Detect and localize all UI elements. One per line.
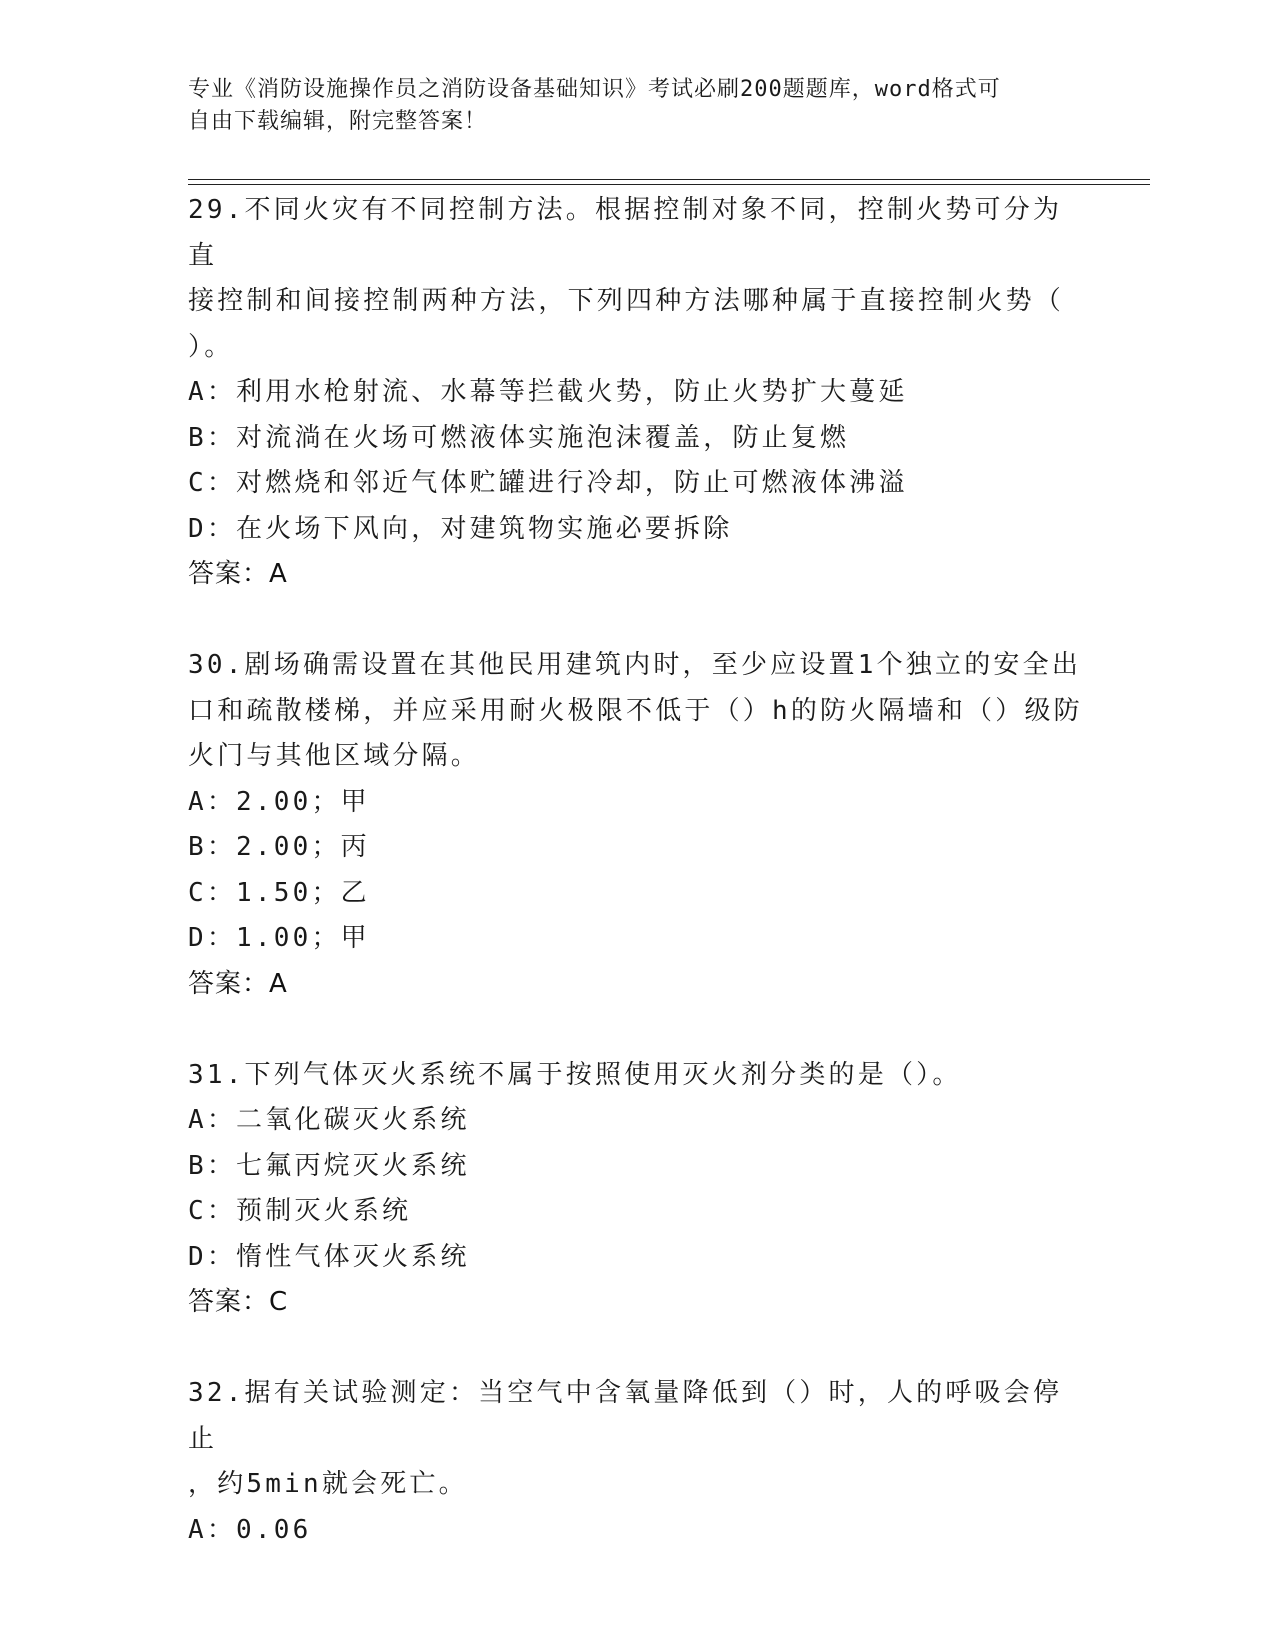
spacer — [188, 598, 1088, 644]
option-a: A：利用水枪射流、水幕等拦截火势，防止火势扩大蔓延 — [188, 377, 908, 407]
question-stem-line: 火门与其他区域分隔。 — [188, 741, 481, 771]
option-a: A：0.06 — [188, 1514, 312, 1545]
header-line-1: 专业《消防设施操作员之消防设备基础知识》考试必刷200题题库，word格式可 — [188, 77, 1001, 102]
option-b: B：2.00；丙 — [188, 832, 370, 862]
answer-line: 答案：C — [188, 1287, 289, 1317]
option-d: D：惰性气体灭火系统 — [188, 1241, 470, 1272]
option-d: D：在火场下风向，对建筑物实施必要拆除 — [188, 513, 733, 544]
option-b: B：对流淌在火场可燃液体实施泡沫覆盖，防止复燃 — [188, 422, 850, 453]
question-stem-line: 口和疏散楼梯，并应采用耐火极限不低于（）h的防火隔墙和（）级防 — [188, 695, 1083, 726]
question-32 — [188, 1371, 1088, 1553]
option-c: C：1.50；乙 — [188, 877, 370, 908]
question-29 — [188, 188, 1088, 598]
question-list — [188, 188, 1088, 1553]
header-line-2: 自由下载编辑，附完整答案！ — [188, 109, 488, 134]
header-divider-bottom — [188, 184, 1150, 185]
option-a: A：二氧化碳灭火系统 — [188, 1105, 470, 1135]
option-c: C：对燃烧和邻近气体贮罐进行冷却，防止可燃液体沸溢 — [188, 468, 908, 498]
question-stem-line: 32.据有关试验测定：当空气中含氧量降低到（）时，人的呼吸会停止 — [188, 1378, 1063, 1454]
answer-line: 答案：A — [188, 559, 288, 589]
question-31 — [188, 1053, 1088, 1326]
option-b: B：七氟丙烷灭火系统 — [188, 1150, 470, 1181]
answer-line: 答案：A — [188, 968, 288, 999]
document-header — [188, 74, 1068, 138]
question-stem-line: ）。 — [188, 331, 234, 362]
spacer — [188, 1326, 1088, 1372]
option-d: D：1.00；甲 — [188, 923, 370, 953]
question-stem-line: 接控制和间接控制两种方法，下列四种方法哪种属于直接控制火势（ — [188, 286, 1065, 316]
question-30 — [188, 643, 1088, 1007]
question-stem-line: 30.剧场确需设置在其他民用建筑内时，至少应设置1个独立的安全出 — [188, 650, 1082, 680]
option-c: C：预制灭火系统 — [188, 1196, 412, 1226]
question-stem-line: ，约5min就会死亡。 — [188, 1469, 468, 1499]
option-a: A：2.00；甲 — [188, 786, 370, 817]
question-stem-line: 31.下列气体灭火系统不属于按照使用灭火剂分类的是（）。 — [188, 1059, 962, 1090]
question-stem-line: 29.不同火灾有不同控制方法。根据控制对象不同，控制火势可分为直 — [188, 195, 1063, 271]
spacer — [188, 1007, 1088, 1053]
header-divider-top — [188, 179, 1150, 180]
